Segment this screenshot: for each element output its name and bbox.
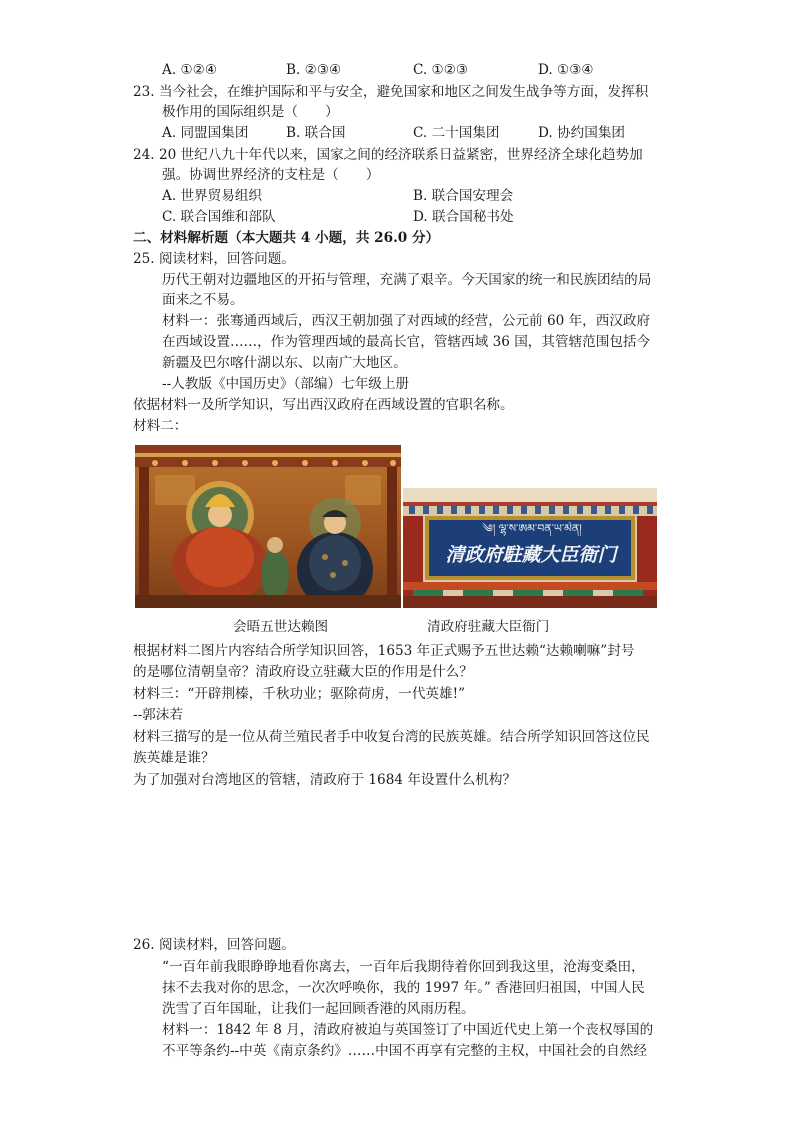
q23-stem-line2: 极作用的国际组织是（ ） <box>162 104 339 120</box>
dalai-lama-meeting-painting <box>135 445 401 608</box>
sign-chinese-text: 清政府駐藏大臣衙门 <box>445 544 617 566</box>
q22-option-a: A. ①②④ <box>162 62 218 78</box>
caption-dalai-lama-meeting: 会晤五世达赖图 <box>233 619 329 635</box>
q22-option-b: B. ②③④ <box>286 62 342 78</box>
section-heading: 二、材料解析题（本大题共 4 小题，共 26.0 分） <box>133 230 440 246</box>
q25-material1-line3: 新疆及巴尔喀什湖以东、以南广大地区。 <box>162 355 407 371</box>
q25-intro: 25. 阅读材料，回答问题。 <box>133 251 295 267</box>
q26-material1-line1: 材料一：1842 年 8 月，清政府被迫与英国签订了中国近代史上第一个丧权辱国的 <box>162 1022 654 1038</box>
q25-para-line2: 面来之不易。 <box>162 292 244 308</box>
q24-option-b: B. 联合国安理会 <box>413 188 514 204</box>
q24-stem-line2: 强。协调世界经济的支柱是（ ） <box>162 167 380 183</box>
q25-question2-line1: 根据材料二图片内容结合所学知识回答，1653 年正式赐予五世达赖“达赖喇嘛”封号 <box>133 643 635 659</box>
q23-stem-line1: 23. 当今社会，在维护国际和平与安全，避免国家和地区之间发生战争等方面，发挥积 <box>133 84 649 100</box>
q25-material2-label: 材料二： <box>133 418 188 434</box>
q25-para-line1: 历代王朝对边疆地区的开拓与管理，充满了艰辛。今天国家的统一和民族团结的局 <box>162 272 652 288</box>
q23-option-b: B. 联合国 <box>286 125 346 141</box>
q22-option-c: C. ①②③ <box>413 62 469 78</box>
q24-option-a: A. 世界贸易组织 <box>162 188 263 204</box>
q25-material1-line1: 材料一：张骞通西域后，西汉王朝加强了对西域的经营，公元前 60 年，西汉政府 <box>162 313 651 329</box>
q24-stem-line1: 24. 20 世纪八九十年代以来，国家之间的经济联系日益紧密，世界经济全球化趋势加 <box>133 147 643 163</box>
q25-source1: --人教版《中国历史》（部编）七年级上册 <box>162 376 410 392</box>
qing-resident-office-photo <box>403 488 657 608</box>
q26-material1-line2: 不平等条约--中英《南京条约》……中国不再享有完整的主权，中国社会的自然经 <box>162 1043 647 1059</box>
q26-para-line2: 抹不去我对你的思念，一次次呼唤你，我的 1997 年。” 香港回归祖国，中国人民 <box>162 980 645 996</box>
q25-material1-line2: 在西域设置……，作为管理西域的最高长官，管辖西域 36 国，其管辖范围包括今 <box>162 334 651 350</box>
q26-para-line1: “一百年前我眼睁睁地看你离去，一百年后我期待着你回到我这里，沧海变桑田， <box>162 959 645 975</box>
q25-source3: --郭沫若 <box>133 707 183 723</box>
q26-para-line3: 洗雪了百年国耻，让我们一起回顾香港的风雨历程。 <box>162 1001 475 1017</box>
q24-option-d: D. 联合国秘书处 <box>413 209 514 225</box>
q25-question2-line2: 的是哪位清朝皇帝？清政府设立驻藏大臣的作用是什么？ <box>133 664 473 680</box>
q23-option-a: A. 同盟国集团 <box>162 125 249 141</box>
q26-intro: 26. 阅读材料，回答问题。 <box>133 937 295 953</box>
q23-option-c: C. 二十国集团 <box>413 125 500 141</box>
q25-question3-line1: 材料三描写的是一位从荷兰殖民者手中收复台湾的民族英雄。结合所学知识回答这位民 <box>133 729 650 745</box>
q25-question4: 为了加强对台湾地区的管辖，清政府于 1684 年设置什么机构？ <box>133 772 517 788</box>
q25-question3-line2: 族英雄是谁？ <box>133 750 215 766</box>
sign-tibetan-text: ༄། ལྷ་ས་ཨམ་བན་ཡ་མེན། <box>482 522 582 535</box>
q22-option-d: D. ①③④ <box>538 62 594 78</box>
q24-option-c: C. 联合国维和部队 <box>162 209 276 225</box>
caption-resident-office: 清政府驻藏大臣衙门 <box>427 619 550 635</box>
q25-material3: 材料三：“开辟荆榛，千秋功业；驱除荷虏，一代英雄!” <box>133 686 466 702</box>
q23-option-d: D. 协约国集团 <box>538 125 626 141</box>
q25-question1: 依据材料一及所学知识，写出西汉政府在西域设置的官职名称。 <box>133 397 514 413</box>
